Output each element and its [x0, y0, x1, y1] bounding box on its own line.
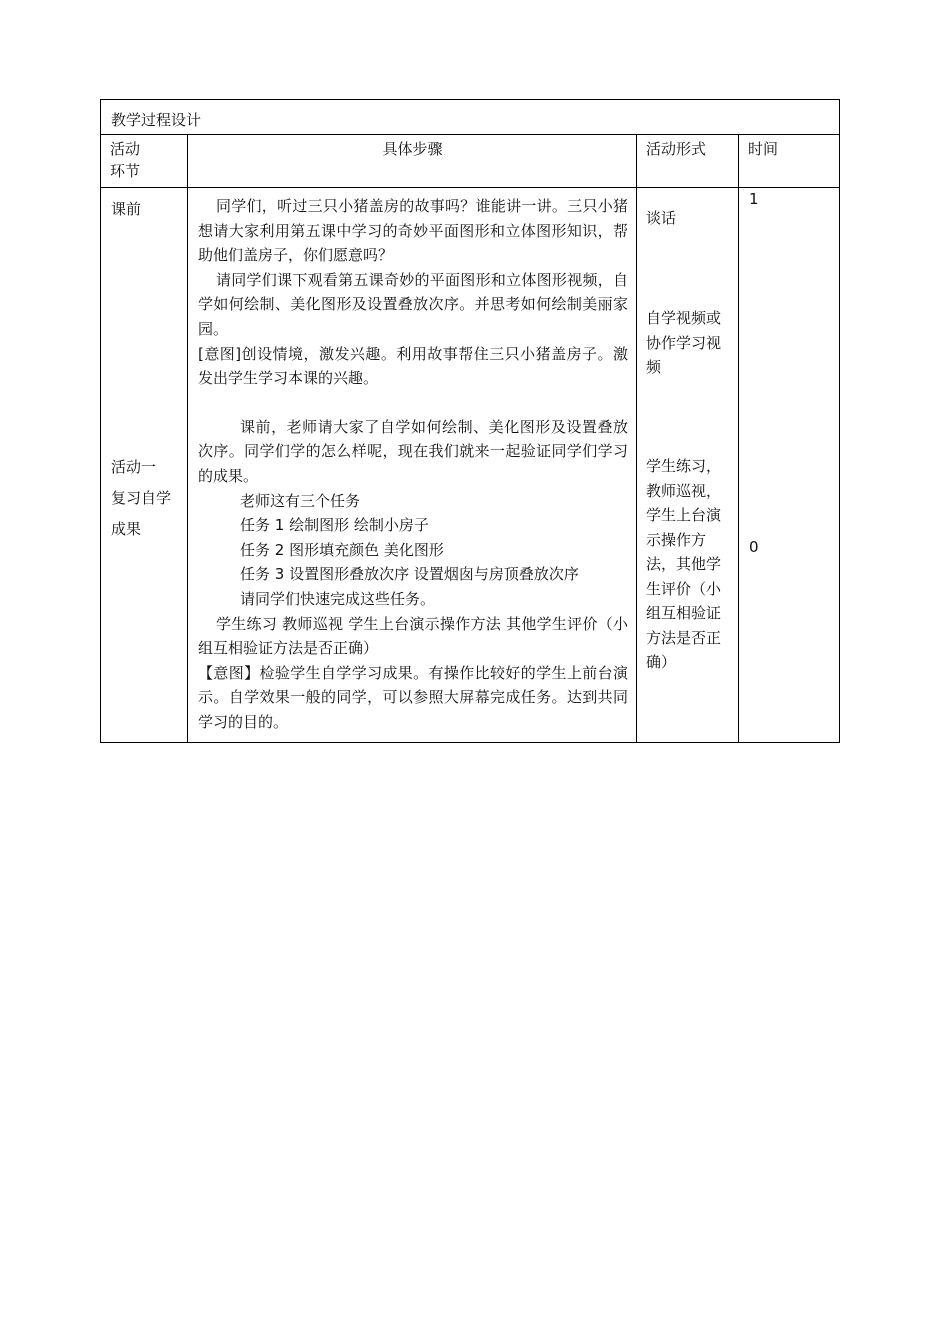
step-intent: [意图]创设情境，激发兴趣。利用故事帮住三只小猪盖房子。激发出学生学习本课的兴趣。	[198, 344, 628, 388]
stage-cell	[101, 188, 188, 743]
table-title: 教学过程设计	[101, 100, 840, 135]
header-steps: 具体步骤	[188, 135, 637, 188]
time-cell	[739, 188, 840, 743]
body-row	[101, 188, 840, 743]
time-pre-class: 1	[749, 190, 759, 208]
steps-cell	[188, 188, 637, 743]
step-paragraph: 老师这有三个任务	[240, 491, 361, 510]
form-practice: 学生练习，教师巡视，学生上台演示操作方法，其他学生评价（小组互相验证方法是否正确）	[646, 457, 722, 671]
step-paragraph: 课前，老师请大家了自学如何绘制、美化图形及设置叠放次序。同学们学的怎么样呢，现在我们就来一起验证同学们学习的成果。	[198, 417, 628, 485]
header-form: 活动形式	[637, 135, 739, 188]
header-time: 时间	[739, 135, 840, 188]
form-talk: 谈话	[646, 209, 677, 227]
header-stage-line2: 环节	[110, 162, 141, 180]
header-stage	[101, 135, 188, 188]
header-stage-line1: 活动	[110, 140, 141, 158]
form-cell	[637, 188, 739, 743]
task-item: 任务 2 图形填充颜色 美化图形	[240, 540, 444, 559]
stage-activity1-line3: 成果	[111, 520, 142, 538]
task-item: 任务 3 设置图形叠放次序 设置烟囱与房顶叠放次序	[240, 565, 579, 584]
header-row	[101, 135, 840, 188]
step-paragraph: 同学们，听过三只小猪盖房的故事吗？谁能讲一讲。三只小猪想请大家利用第五课中学习的奇妙平面图形和立体图形知识，帮助他们盖房子，你们愿意吗？	[198, 197, 628, 265]
step-paragraph: 学生练习 教师巡视 学生上台演示操作方法 其他学生评价（小组互相验证方法是否正确）	[198, 614, 628, 658]
time-activity1: 0	[749, 538, 759, 556]
task-item: 任务 1 绘制图形 绘制小房子	[240, 516, 429, 535]
teaching-process-table	[100, 99, 840, 743]
step-intent: 【意图】检验学生自学学习成果。有操作比较好的学生上前台演示。自学效果一般的同学，可以参照大屏幕完成任务。达到共同学习的目的。	[198, 663, 628, 731]
stage-activity1	[111, 452, 171, 545]
stage-activity1-line2: 复习自学	[111, 489, 172, 507]
form-self-study: 自学视频或协作学习视频	[646, 309, 722, 376]
step-paragraph: 请同学们快速完成这些任务。	[240, 589, 436, 608]
stage-activity1-line1: 活动一	[111, 458, 157, 476]
stage-pre-class: 课前	[111, 200, 142, 218]
step-paragraph: 请同学们课下观看第五课奇妙的平面图形和立体图形视频，自学如何绘制、美化图形及设置叠放次序。并思考如何绘制美丽家园。	[198, 270, 628, 338]
